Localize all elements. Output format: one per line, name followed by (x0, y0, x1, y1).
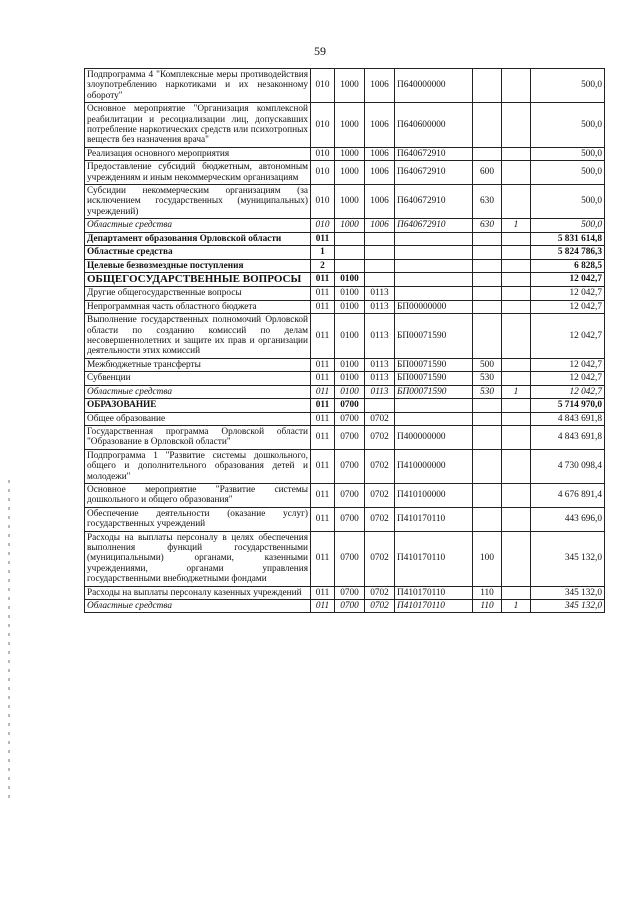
row-section-cell: 0100 (335, 272, 365, 287)
row-code-cell: 011 (311, 385, 335, 398)
row-subsection-cell (365, 259, 395, 272)
row-target-article-cell (395, 246, 473, 259)
row-code-cell: 011 (311, 287, 335, 300)
row-subsection-cell: 1006 (365, 161, 395, 185)
row-target-article-cell: БП00071590 (395, 385, 473, 398)
row-code-cell: 011 (311, 425, 335, 449)
row-funding-source-cell (502, 103, 531, 148)
row-amount-cell: 5 831 614,8 (531, 232, 605, 245)
row-amount-cell: 12 042,7 (531, 358, 605, 371)
row-target-article-cell (395, 232, 473, 245)
row-expense-type-cell (473, 272, 502, 287)
row-amount-cell: 6 828,5 (531, 259, 605, 272)
row-expense-type-cell (473, 287, 502, 300)
row-expense-type-cell (473, 300, 502, 313)
row-funding-source-cell (502, 287, 531, 300)
row-name-cell: Другие общегосударственные вопросы (85, 287, 311, 300)
row-subsection-cell: 0113 (365, 372, 395, 385)
row-section-cell (335, 246, 365, 259)
row-amount-cell: 5 824 786,3 (531, 246, 605, 259)
row-code-cell: 010 (311, 185, 335, 219)
row-funding-source-cell (502, 314, 531, 359)
row-section-cell: 0700 (335, 507, 365, 531)
table-row (85, 259, 605, 272)
row-expense-type-cell (473, 399, 502, 412)
row-name-cell: Областные средства (85, 246, 311, 259)
row-subsection-cell (365, 232, 395, 245)
row-funding-source-cell (502, 272, 531, 287)
row-funding-source-cell: 1 (502, 219, 531, 232)
row-funding-source-cell (502, 69, 531, 103)
row-name-cell: ОБРАЗОВАНИЕ (85, 399, 311, 412)
row-code-cell: 011 (311, 372, 335, 385)
row-code-cell: 011 (311, 483, 335, 507)
row-name-cell: Общее образование (85, 412, 311, 425)
row-target-article-cell: П410000000 (395, 449, 473, 483)
budget-table (84, 68, 605, 613)
row-amount-cell: 4 843 691,8 (531, 412, 605, 425)
row-code-cell: 011 (311, 412, 335, 425)
row-target-article-cell: П640672910 (395, 161, 473, 185)
row-subsection-cell: 1006 (365, 219, 395, 232)
table-row (85, 300, 605, 313)
row-subsection-cell: 0702 (365, 586, 395, 599)
row-expense-type-cell (473, 483, 502, 507)
row-code-cell: 011 (311, 232, 335, 245)
row-expense-type-cell (473, 507, 502, 531)
table-row (85, 399, 605, 412)
table-row (85, 185, 605, 219)
table-row (85, 314, 605, 359)
row-expense-type-cell: 530 (473, 372, 502, 385)
scan-artifact (8, 480, 10, 800)
row-code-cell: 011 (311, 449, 335, 483)
row-section-cell: 1000 (335, 69, 365, 103)
row-amount-cell: 12 042,7 (531, 287, 605, 300)
row-name-cell: Областные средства (85, 385, 311, 398)
row-expense-type-cell (473, 449, 502, 483)
row-amount-cell: 500,0 (531, 147, 605, 160)
row-subsection-cell: 1006 (365, 147, 395, 160)
row-expense-type-cell: 100 (473, 531, 502, 586)
row-target-article-cell: П640672910 (395, 185, 473, 219)
row-subsection-cell: 0113 (365, 300, 395, 313)
row-code-cell: 011 (311, 358, 335, 371)
row-subsection-cell: 1006 (365, 103, 395, 148)
row-section-cell: 0100 (335, 287, 365, 300)
row-subsection-cell: 0702 (365, 507, 395, 531)
row-funding-source-cell (502, 586, 531, 599)
row-section-cell: 0100 (335, 385, 365, 398)
row-expense-type-cell: 600 (473, 161, 502, 185)
row-name-cell: Подпрограмма 4 "Комплексные меры противодействия злоупотреблению наркотиками и их незаконному обороту" (85, 69, 311, 103)
row-amount-cell: 12 042,7 (531, 272, 605, 287)
row-expense-type-cell: 630 (473, 185, 502, 219)
row-code-cell: 010 (311, 161, 335, 185)
row-target-article-cell: П410170110 (395, 600, 473, 613)
table-row (85, 425, 605, 449)
table-row (85, 531, 605, 586)
row-expense-type-cell (473, 103, 502, 148)
row-target-article-cell (395, 259, 473, 272)
row-amount-cell: 443 696,0 (531, 507, 605, 531)
row-funding-source-cell (502, 259, 531, 272)
row-funding-source-cell: 1 (502, 600, 531, 613)
row-amount-cell: 12 042,7 (531, 385, 605, 398)
row-amount-cell: 345 132,0 (531, 600, 605, 613)
row-expense-type-cell: 630 (473, 219, 502, 232)
row-target-article-cell (395, 287, 473, 300)
row-section-cell: 1000 (335, 161, 365, 185)
row-funding-source-cell (502, 358, 531, 371)
row-code-cell: 010 (311, 69, 335, 103)
row-amount-cell: 500,0 (531, 161, 605, 185)
table-row (85, 272, 605, 287)
row-subsection-cell: 0702 (365, 425, 395, 449)
row-funding-source-cell (502, 372, 531, 385)
row-target-article-cell: П640000000 (395, 69, 473, 103)
row-amount-cell: 500,0 (531, 69, 605, 103)
row-section-cell: 0700 (335, 412, 365, 425)
table-row (85, 483, 605, 507)
row-name-cell: Основное мероприятие "Организация комплексной реабилитации и ресоциализации лиц, допускавших потребление наркотических средств или психотропных веществ без назначения врача" (85, 103, 311, 148)
row-subsection-cell: 0113 (365, 287, 395, 300)
row-subsection-cell (365, 272, 395, 287)
table-row (85, 103, 605, 148)
row-code-cell: 011 (311, 600, 335, 613)
row-funding-source-cell (502, 147, 531, 160)
table-row (85, 372, 605, 385)
row-name-cell: ОБЩЕГОСУДАРСТВЕННЫЕ ВОПРОСЫ (85, 272, 311, 287)
row-section-cell: 0700 (335, 449, 365, 483)
row-funding-source-cell (502, 246, 531, 259)
row-section-cell: 0700 (335, 425, 365, 449)
row-subsection-cell: 0702 (365, 531, 395, 586)
row-section-cell: 1000 (335, 147, 365, 160)
row-amount-cell: 500,0 (531, 103, 605, 148)
table-row (85, 586, 605, 599)
row-target-article-cell: П400000000 (395, 425, 473, 449)
row-funding-source-cell (502, 483, 531, 507)
row-name-cell: Подпрограмма 1 "Развитие системы дошкольного, общего и дополнительного образования детей и молодежи" (85, 449, 311, 483)
row-section-cell: 1000 (335, 219, 365, 232)
row-subsection-cell: 0702 (365, 412, 395, 425)
row-section-cell: 0100 (335, 358, 365, 371)
row-section-cell: 0700 (335, 483, 365, 507)
row-funding-source-cell (502, 531, 531, 586)
table-row (85, 69, 605, 103)
row-name-cell: Департамент образования Орловской области (85, 232, 311, 245)
row-code-cell: 011 (311, 399, 335, 412)
row-subsection-cell: 0113 (365, 385, 395, 398)
row-subsection-cell (365, 399, 395, 412)
row-target-article-cell: П410100000 (395, 483, 473, 507)
row-expense-type-cell (473, 259, 502, 272)
row-name-cell: Предоставление субсидий бюджетным, автономным учреждениям и иным некоммерческим организациям (85, 161, 311, 185)
row-name-cell: Расходы на выплаты персоналу казенных учреждений (85, 586, 311, 599)
row-target-article-cell: БП00071590 (395, 314, 473, 359)
row-code-cell: 011 (311, 314, 335, 359)
table-row (85, 219, 605, 232)
row-name-cell: Целевые безвозмездные поступления (85, 259, 311, 272)
table-row (85, 600, 605, 613)
row-section-cell: 1000 (335, 103, 365, 148)
row-amount-cell: 5 714 970,0 (531, 399, 605, 412)
row-name-cell: Областные средства (85, 600, 311, 613)
row-funding-source-cell (502, 449, 531, 483)
row-expense-type-cell: 530 (473, 385, 502, 398)
table-row (85, 232, 605, 245)
row-amount-cell: 4 730 098,4 (531, 449, 605, 483)
row-name-cell: Реализация основного мероприятия (85, 147, 311, 160)
row-section-cell: 0700 (335, 399, 365, 412)
row-target-article-cell: П640600000 (395, 103, 473, 148)
row-target-article-cell: П410170110 (395, 507, 473, 531)
row-subsection-cell (365, 246, 395, 259)
row-expense-type-cell: 110 (473, 600, 502, 613)
row-amount-cell: 12 042,7 (531, 300, 605, 313)
row-amount-cell: 500,0 (531, 185, 605, 219)
row-target-article-cell: П640672910 (395, 219, 473, 232)
row-code-cell: 1 (311, 246, 335, 259)
row-expense-type-cell (473, 232, 502, 245)
row-subsection-cell: 1006 (365, 185, 395, 219)
row-name-cell: Выполнение государственных полномочий Орловской области по созданию комиссий по делам несовершеннолетних и защите их прав и организации деятельности этих комиссий (85, 314, 311, 359)
row-target-article-cell: П640672910 (395, 147, 473, 160)
row-target-article-cell: БП00071590 (395, 358, 473, 371)
row-funding-source-cell (502, 232, 531, 245)
row-subsection-cell: 0113 (365, 358, 395, 371)
row-target-article-cell: БП00000000 (395, 300, 473, 313)
row-section-cell (335, 232, 365, 245)
row-expense-type-cell (473, 246, 502, 259)
table-row (85, 449, 605, 483)
row-funding-source-cell (502, 507, 531, 531)
row-subsection-cell: 0113 (365, 314, 395, 359)
row-code-cell: 011 (311, 272, 335, 287)
row-amount-cell: 4 676 891,4 (531, 483, 605, 507)
row-expense-type-cell: 500 (473, 358, 502, 371)
row-amount-cell: 12 042,7 (531, 314, 605, 359)
table-row (85, 507, 605, 531)
row-subsection-cell: 0702 (365, 483, 395, 507)
row-name-cell: Субсидии некоммерческим организациям (за исключением государственных (муниципальных) учреждений) (85, 185, 311, 219)
row-target-article-cell: П410170110 (395, 531, 473, 586)
row-target-article-cell (395, 399, 473, 412)
row-code-cell: 2 (311, 259, 335, 272)
row-funding-source-cell (502, 412, 531, 425)
row-name-cell: Межбюджетные трансферты (85, 358, 311, 371)
table-row (85, 246, 605, 259)
row-expense-type-cell (473, 314, 502, 359)
row-code-cell: 011 (311, 586, 335, 599)
row-name-cell: Государственная программа Орловской области "Образование в Орловской области" (85, 425, 311, 449)
row-expense-type-cell (473, 69, 502, 103)
page-number: 59 (314, 44, 326, 58)
row-section-cell: 1000 (335, 185, 365, 219)
row-subsection-cell: 1006 (365, 69, 395, 103)
table-row (85, 287, 605, 300)
row-target-article-cell (395, 272, 473, 287)
table-row (85, 385, 605, 398)
row-funding-source-cell (502, 399, 531, 412)
row-funding-source-cell (502, 425, 531, 449)
row-code-cell: 011 (311, 300, 335, 313)
table-row (85, 147, 605, 160)
row-target-article-cell: БП00071590 (395, 372, 473, 385)
row-name-cell: Расходы на выплаты персоналу в целях обеспечения выполнения функций государственными (муниципальными) органами, казенными учреждениями, органами управления государственными внебюджетными фондами (85, 531, 311, 586)
row-name-cell: Непрограммная часть областного бюджета (85, 300, 311, 313)
row-expense-type-cell (473, 412, 502, 425)
row-section-cell: 0100 (335, 372, 365, 385)
row-target-article-cell: П410170110 (395, 586, 473, 599)
row-name-cell: Основное мероприятие "Развитие системы дошкольного и общего образования" (85, 483, 311, 507)
table-row (85, 161, 605, 185)
row-code-cell: 010 (311, 147, 335, 160)
row-section-cell: 0700 (335, 586, 365, 599)
row-code-cell: 011 (311, 531, 335, 586)
row-expense-type-cell (473, 147, 502, 160)
row-name-cell: Обеспечение деятельности (оказание услуг) государственных учреждений (85, 507, 311, 531)
row-code-cell: 010 (311, 219, 335, 232)
row-name-cell: Субвенции (85, 372, 311, 385)
row-subsection-cell: 0702 (365, 449, 395, 483)
row-funding-source-cell (502, 161, 531, 185)
row-section-cell: 0700 (335, 531, 365, 586)
row-code-cell: 010 (311, 103, 335, 148)
row-amount-cell: 345 132,0 (531, 531, 605, 586)
row-funding-source-cell (502, 300, 531, 313)
row-target-article-cell (395, 412, 473, 425)
budget-table-body (85, 69, 605, 613)
row-amount-cell: 4 843 691,8 (531, 425, 605, 449)
row-section-cell: 0100 (335, 314, 365, 359)
row-funding-source-cell (502, 185, 531, 219)
row-name-cell: Областные средства (85, 219, 311, 232)
row-expense-type-cell: 110 (473, 586, 502, 599)
row-expense-type-cell (473, 425, 502, 449)
table-row (85, 358, 605, 371)
row-amount-cell: 500,0 (531, 219, 605, 232)
row-section-cell: 0100 (335, 300, 365, 313)
row-section-cell (335, 259, 365, 272)
row-code-cell: 011 (311, 507, 335, 531)
row-amount-cell: 12 042,7 (531, 372, 605, 385)
table-row (85, 412, 605, 425)
row-funding-source-cell: 1 (502, 385, 531, 398)
row-subsection-cell: 0702 (365, 600, 395, 613)
row-section-cell: 0700 (335, 600, 365, 613)
row-amount-cell: 345 132,0 (531, 586, 605, 599)
